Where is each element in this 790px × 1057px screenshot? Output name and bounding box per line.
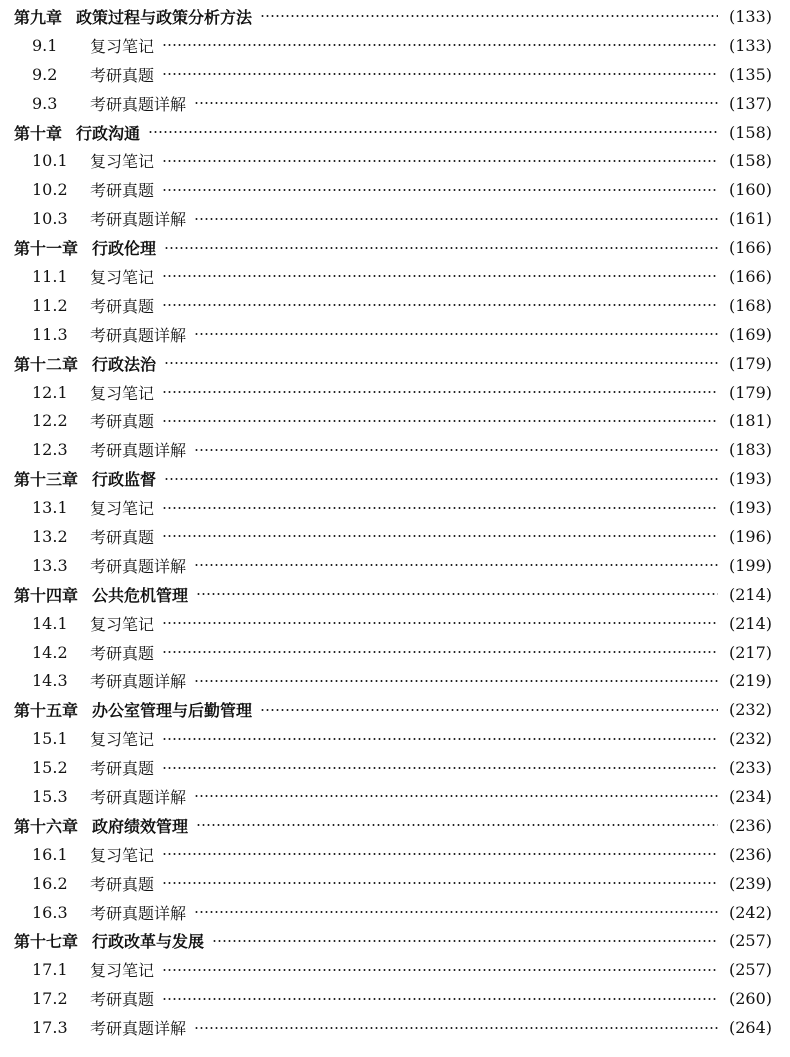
toc-chapter-entry[interactable]: [0, 464, 790, 493]
dot-leader: [194, 212, 718, 226]
dot-leader: [162, 269, 718, 283]
toc-section-entry[interactable]: [0, 1013, 790, 1042]
section-number: 11.3: [32, 324, 68, 344]
section-number: 14.3: [32, 671, 68, 691]
chapter-number: 第十二章: [14, 354, 79, 374]
page-number: (168): [728, 295, 772, 315]
section-title: 复习笔记: [90, 152, 155, 172]
page-number: (133): [728, 6, 772, 26]
section-number: 16.3: [32, 902, 68, 922]
page-number: (137): [728, 93, 772, 113]
section-title: 考研真题: [90, 181, 155, 201]
dot-leader: [162, 847, 718, 861]
toc-section-entry[interactable]: [0, 522, 790, 551]
page-number: (236): [728, 815, 772, 835]
toc-chapter-entry[interactable]: [0, 811, 790, 840]
toc-section-entry[interactable]: [0, 493, 790, 522]
chapter-number: 第十三章: [14, 470, 79, 490]
toc-section-entry[interactable]: [0, 435, 790, 464]
page-number: (264): [728, 1018, 772, 1038]
section-number: 13.3: [32, 555, 68, 575]
page-number: (179): [728, 353, 772, 373]
dot-leader: [212, 934, 718, 948]
page-number: (257): [728, 960, 772, 980]
section-number: 11.1: [32, 266, 68, 286]
chapter-number: 第十一章: [14, 239, 79, 259]
page-number: (158): [728, 122, 772, 142]
section-number: 9.1: [32, 35, 58, 55]
toc-section-entry[interactable]: [0, 609, 790, 638]
toc-section-entry[interactable]: [0, 666, 790, 695]
section-title: 考研真题: [90, 990, 155, 1010]
section-number: 15.2: [32, 758, 68, 778]
toc-section-entry[interactable]: [0, 320, 790, 349]
dot-leader: [162, 876, 718, 890]
dot-leader: [164, 241, 718, 255]
section-number: 14.1: [32, 613, 68, 633]
toc-section-entry[interactable]: [0, 31, 790, 60]
chapter-number: 第九章: [14, 7, 63, 27]
section-number: 9.2: [32, 64, 58, 84]
chapter-number: 第十章: [14, 123, 63, 143]
dot-leader: [194, 1021, 718, 1035]
section-number: 12.3: [32, 440, 68, 460]
section-title: 考研真题: [90, 759, 155, 779]
toc-chapter-entry[interactable]: [0, 118, 790, 147]
section-title: 考研真题详解: [90, 1019, 187, 1039]
page-number: (236): [728, 844, 772, 864]
toc-section-entry[interactable]: [0, 175, 790, 204]
toc-section-entry[interactable]: [0, 782, 790, 811]
section-number: 16.1: [32, 844, 68, 864]
dot-leader: [194, 905, 718, 919]
section-title: 考研真题: [90, 412, 155, 432]
dot-leader: [164, 356, 718, 370]
section-title: 考研真题: [90, 527, 155, 547]
page-number: (181): [728, 411, 772, 431]
toc-section-entry[interactable]: [0, 146, 790, 175]
section-number: 10.1: [32, 151, 68, 171]
page-number: (133): [728, 35, 772, 55]
page-number: (160): [728, 180, 772, 200]
toc-chapter-entry[interactable]: [0, 233, 790, 262]
page-number: (199): [728, 555, 772, 575]
dot-leader: [162, 414, 718, 428]
chapter-title: 行政伦理: [92, 239, 157, 259]
toc-section-entry[interactable]: [0, 378, 790, 407]
dot-leader: [162, 645, 718, 659]
page-number: (158): [728, 151, 772, 171]
section-number: 12.2: [32, 411, 68, 431]
page-number: (193): [728, 498, 772, 518]
section-title: 复习笔记: [90, 499, 155, 519]
chapter-title: 行政法治: [92, 354, 157, 374]
section-number: 15.3: [32, 786, 68, 806]
dot-leader: [162, 529, 718, 543]
section-title: 复习笔记: [90, 383, 155, 403]
dot-leader: [196, 587, 718, 601]
page-number: (193): [728, 469, 772, 489]
dot-leader: [162, 616, 718, 630]
page-number: (196): [728, 526, 772, 546]
chapter-title: 办公室管理与后勤管理: [92, 701, 253, 721]
page-number: (257): [728, 931, 772, 951]
chapter-number: 第十七章: [14, 932, 79, 952]
section-number: 14.2: [32, 642, 68, 662]
page-number: (214): [728, 613, 772, 633]
toc-section-entry[interactable]: [0, 840, 790, 869]
section-number: 9.3: [32, 93, 58, 113]
dot-leader: [162, 38, 718, 52]
section-number: 17.2: [32, 989, 68, 1009]
section-number: 17.3: [32, 1018, 68, 1038]
section-number: 13.2: [32, 526, 68, 546]
section-title: 复习笔记: [90, 961, 155, 981]
section-title: 复习笔记: [90, 614, 155, 634]
chapter-number: 第十五章: [14, 701, 79, 721]
dot-leader: [162, 154, 718, 168]
toc-chapter-entry[interactable]: [0, 2, 790, 31]
page-number: (166): [728, 238, 772, 258]
section-title: 考研真题: [90, 874, 155, 894]
dot-leader: [162, 67, 718, 81]
dot-leader: [162, 501, 718, 515]
page-number: (169): [728, 324, 772, 344]
dot-leader: [162, 298, 718, 312]
toc-section-entry[interactable]: [0, 898, 790, 927]
chapter-title: 行政改革与发展: [92, 932, 205, 952]
section-number: 12.1: [32, 382, 68, 402]
dot-leader: [194, 96, 718, 110]
page-number: (166): [728, 266, 772, 286]
dot-leader: [164, 472, 718, 486]
section-number: 17.1: [32, 960, 68, 980]
toc-section-entry[interactable]: [0, 204, 790, 233]
toc-section-entry[interactable]: [0, 551, 790, 580]
toc-section-entry[interactable]: [0, 869, 790, 898]
dot-leader: [162, 732, 718, 746]
page-number: (232): [728, 700, 772, 720]
dot-leader: [260, 703, 718, 717]
section-title: 考研真题详解: [90, 556, 187, 576]
section-number: 13.1: [32, 498, 68, 518]
toc-section-entry[interactable]: [0, 753, 790, 782]
page-number: (214): [728, 584, 772, 604]
section-title: 考研真题详解: [90, 672, 187, 692]
dot-leader: [162, 385, 718, 399]
section-number: 16.2: [32, 873, 68, 893]
section-title: 复习笔记: [90, 267, 155, 287]
page-number: (179): [728, 382, 772, 402]
toc-chapter-entry[interactable]: [0, 927, 790, 956]
toc-section-entry[interactable]: [0, 262, 790, 291]
dot-leader: [196, 818, 718, 832]
page-number: (161): [728, 209, 772, 229]
toc-section-entry[interactable]: [0, 724, 790, 753]
page-number: (242): [728, 902, 772, 922]
chapter-title: 公共危机管理: [92, 585, 189, 605]
section-title: 考研真题: [90, 65, 155, 85]
section-title: 考研真题: [90, 296, 155, 316]
toc-section-entry[interactable]: [0, 955, 790, 984]
dot-leader: [148, 125, 718, 139]
toc-chapter-entry[interactable]: [0, 695, 790, 724]
toc-section-entry[interactable]: [0, 406, 790, 435]
dot-leader: [194, 558, 718, 572]
section-title: 考研真题详解: [90, 787, 187, 807]
dot-leader: [162, 992, 718, 1006]
chapter-number: 第十六章: [14, 816, 79, 836]
dot-leader: [194, 674, 718, 688]
dot-leader: [194, 789, 718, 803]
page-number: (217): [728, 642, 772, 662]
toc-section-entry[interactable]: [0, 60, 790, 89]
chapter-title: 政府绩效管理: [92, 816, 189, 836]
chapter-number: 第十四章: [14, 585, 79, 605]
page-number: (239): [728, 873, 772, 893]
toc-chapter-entry[interactable]: [0, 580, 790, 609]
page-number: (234): [728, 786, 772, 806]
dot-leader: [194, 327, 718, 341]
dot-leader: [260, 9, 718, 23]
section-title: 考研真题详解: [90, 94, 187, 114]
dot-leader: [194, 443, 718, 457]
section-title: 复习笔记: [90, 36, 155, 56]
page-number: (232): [728, 729, 772, 749]
toc-section-entry[interactable]: [0, 89, 790, 118]
dot-leader: [162, 183, 718, 197]
page-number: (183): [728, 440, 772, 460]
chapter-title: 行政沟通: [76, 123, 141, 143]
dot-leader: [162, 761, 718, 775]
toc-section-entry[interactable]: [0, 291, 790, 320]
section-title: 复习笔记: [90, 730, 155, 750]
chapter-title: 政策过程与政策分析方法: [76, 7, 253, 27]
toc-chapter-entry[interactable]: [0, 349, 790, 378]
section-title: 考研真题详解: [90, 325, 187, 345]
section-number: 10.2: [32, 180, 68, 200]
dot-leader: [162, 963, 718, 977]
toc-section-entry[interactable]: [0, 984, 790, 1013]
section-title: 考研真题: [90, 643, 155, 663]
section-title: 考研真题详解: [90, 441, 187, 461]
section-number: 10.3: [32, 209, 68, 229]
toc-section-entry[interactable]: [0, 638, 790, 667]
page-number: (135): [728, 64, 772, 84]
page-number: (219): [728, 671, 772, 691]
section-title: 复习笔记: [90, 845, 155, 865]
section-title: 考研真题详解: [90, 903, 187, 923]
section-title: 考研真题详解: [90, 210, 187, 230]
page-number: (260): [728, 989, 772, 1009]
section-number: 11.2: [32, 295, 68, 315]
chapter-title: 行政监督: [92, 470, 157, 490]
page-number: (233): [728, 758, 772, 778]
section-number: 15.1: [32, 729, 68, 749]
